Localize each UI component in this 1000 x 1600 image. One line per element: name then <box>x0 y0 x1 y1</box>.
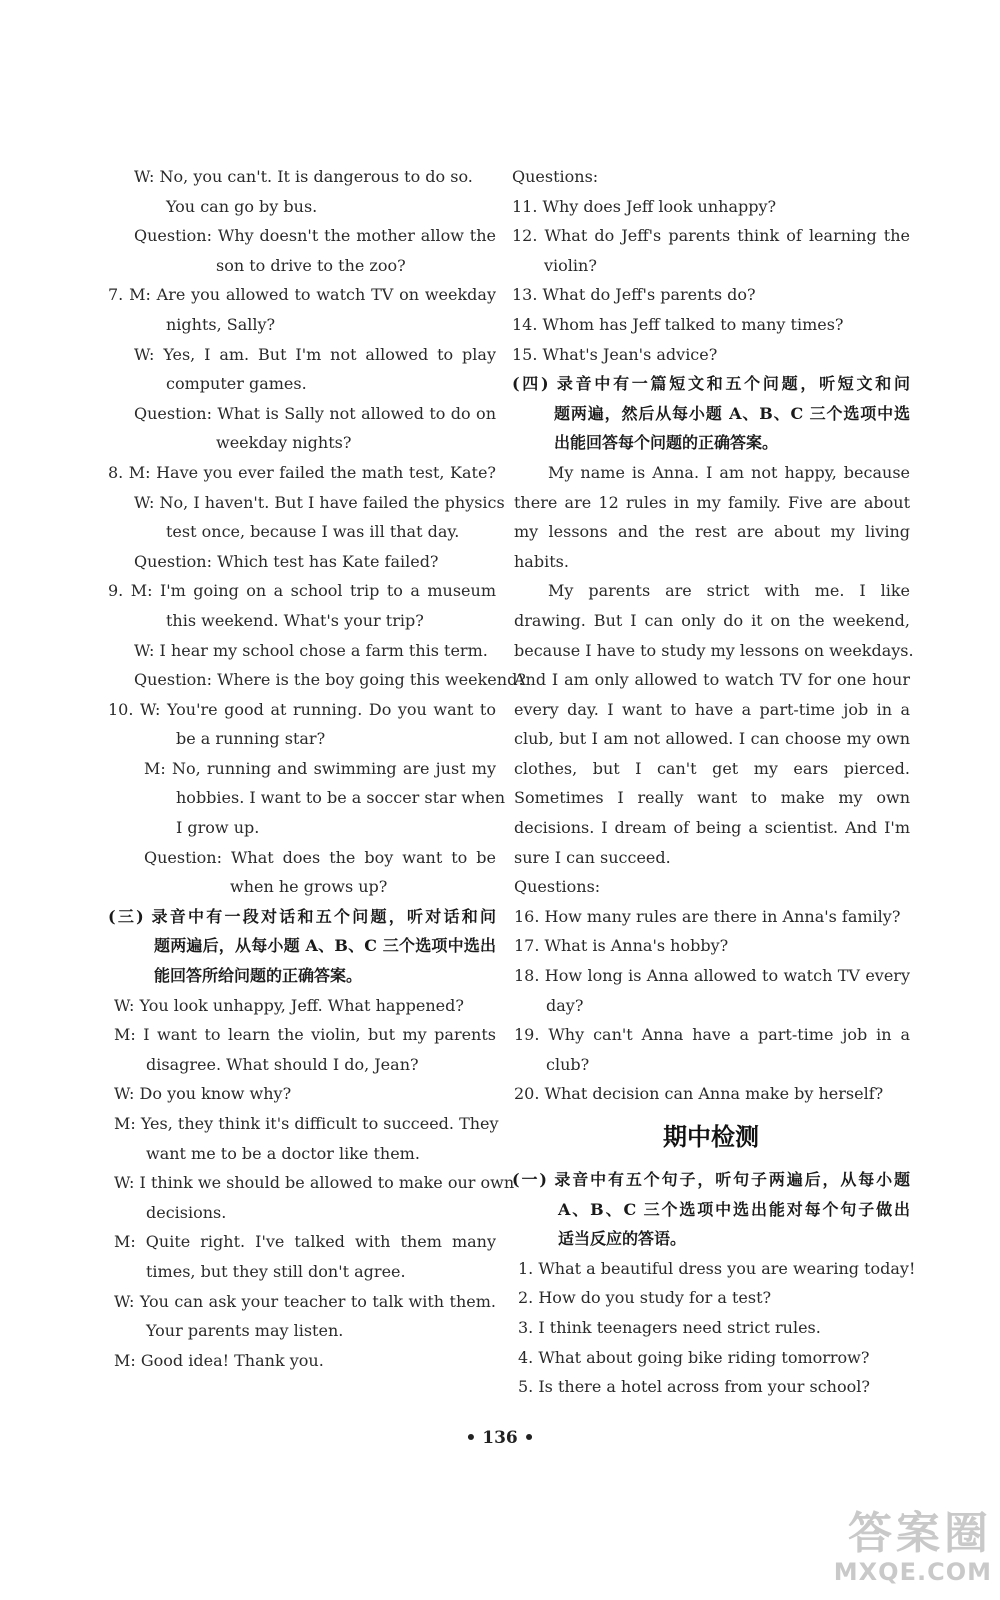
text-line: W: You can ask your teacher to talk with them. <box>114 1291 496 1311</box>
text-line: times, but they still don't agree. <box>146 1261 406 1281</box>
text-line: day? <box>546 995 584 1015</box>
text-line: nights, Sally? <box>166 314 276 334</box>
text-line: 12. What do Jeff's parents think of learning the <box>512 226 910 246</box>
text-line: sure I can succeed. <box>514 847 671 867</box>
text-line: M: Good idea! Thank you. <box>114 1350 324 1370</box>
text-line: Question: What does the boy want to be <box>144 847 496 867</box>
text-line: And I am only allowed to watch TV for one hour <box>514 670 910 690</box>
text-line: every day. I want to have a part-time job in a <box>514 699 910 719</box>
text-line: M: Yes, they think it's difficult to succeed. They <box>114 1114 499 1133</box>
text-line: 出能回答每个问题的正确答案。 <box>554 433 779 453</box>
text-line: decisions. I dream of being a scientist. And I'm <box>514 818 910 838</box>
text-line: Sometimes I really want to make my own <box>514 788 910 808</box>
text-line: 适当反应的答语。 <box>558 1229 687 1249</box>
text-line: Your parents may listen. <box>146 1321 344 1341</box>
text-line: 3. I think teenagers need strict rules. <box>518 1317 821 1337</box>
text-line: 20. What decision can Anna make by herself? <box>514 1084 884 1104</box>
page-number: • 136 • <box>465 1428 535 1448</box>
text-line: W: I think we should be allowed to make our own <box>114 1173 515 1193</box>
text-line: 4. What about going bike riding tomorrow? <box>518 1347 870 1367</box>
text-line: 题两遍，然后从每小题 A、B、C 三个选项中选 <box>554 403 910 423</box>
text-line: 17. What is Anna's hobby? <box>514 936 729 956</box>
text-line: (四) 录音中有一篇短文和五个问题，听短文和问 <box>512 374 910 394</box>
text-line: You can go by bus. <box>166 196 318 216</box>
text-line: because I have to study my lessons on weekdays. <box>514 640 914 660</box>
text-line: W: No, you can't. It is dangerous to do so. <box>134 167 473 186</box>
text-line: computer games. <box>166 374 307 394</box>
text-line: club, but I am not allowed. I can choose my own <box>514 729 910 749</box>
text-line: habits. <box>514 551 569 571</box>
text-line: 15. What's Jean's advice? <box>512 344 718 364</box>
text-line: 13. What do Jeff's parents do? <box>512 285 756 305</box>
text-line: 14. Whom has Jeff talked to many times? <box>512 314 844 334</box>
text-line: M: Quite right. I've talked with them many <box>114 1232 496 1252</box>
text-line: son to drive to the zoo? <box>216 255 406 275</box>
text-line: clothes, but I can't get my ears pierced. <box>514 758 910 778</box>
text-line: M: No, running and swimming are just my <box>144 758 496 778</box>
watermark-logo <box>802 1510 992 1590</box>
text-line: there are 12 rules in my family. Five are about <box>514 492 910 512</box>
text-line: be a running star? <box>176 729 326 749</box>
text-line: my lessons and the rest are about my living <box>514 522 910 542</box>
text-line: decisions. <box>146 1202 227 1222</box>
text-line: Questions: <box>514 877 601 897</box>
text-line: 题两遍后，从每小题 A、B、C 三个选项中选出 <box>154 936 496 956</box>
text-line: My parents are strict with me. I like <box>548 581 910 601</box>
text-line: Question: What is Sally not allowed to do on <box>134 403 496 423</box>
text-line: 2. How do you study for a test? <box>518 1288 772 1308</box>
text-line: club? <box>546 1054 590 1074</box>
text-line: W: Yes, I am. But I'm not allowed to play <box>134 344 496 364</box>
text-line: 18. How long is Anna allowed to watch TV every <box>514 966 910 986</box>
text-line: I grow up. <box>176 818 260 838</box>
text-line: Questions: <box>512 167 599 186</box>
text-line: 10. W: You're good at running. Do you want to <box>108 699 496 719</box>
left-column <box>108 162 526 1375</box>
text-line: when he grows up? <box>230 877 388 897</box>
text-line: want me to be a doctor like them. <box>146 1143 420 1163</box>
text-line: 5. Is there a hotel across from your school? <box>518 1377 870 1397</box>
text-line: hobbies. I want to be a soccer star when <box>176 788 506 808</box>
text-line: 9. M: I'm going on a school trip to a museum <box>108 581 496 601</box>
text-line: M: I want to learn the violin, but my parents <box>114 1025 496 1045</box>
text-line: disagree. What should I do, Jean? <box>146 1054 419 1074</box>
text-line: 8. M: Have you ever failed the math test, Kate? <box>108 462 496 482</box>
text-line: W: No, I haven't. But I have failed the physics <box>134 492 505 512</box>
text-line: 16. How many rules are there in Anna's family? <box>514 906 901 926</box>
text-line: this weekend. What's your trip? <box>166 610 424 630</box>
text-line: drawing. But I can only do it on the weekend, <box>514 610 910 630</box>
text-line: W: I hear my school chose a farm this term. <box>134 640 488 660</box>
text-line: (一) 录音中有五个句子，听句子两遍后，从每小题 <box>512 1170 910 1189</box>
text-line: W: Do you know why? <box>114 1084 292 1104</box>
text-line: test once, because I was ill that day. <box>166 522 460 542</box>
text-line: W: You look unhappy, Jeff. What happened? <box>114 995 464 1015</box>
text-line: Question: Where is the boy going this weekend? <box>134 670 526 690</box>
text-line: violin? <box>544 255 597 275</box>
text-line: Question: Which test has Kate failed? <box>134 551 439 571</box>
watermark-en: MXQE.COM <box>833 1558 992 1586</box>
text-line: weekday nights? <box>216 433 352 453</box>
text-line: 7. M: Are you allowed to watch TV on weekday <box>108 285 496 305</box>
watermark-cn: 答案圈 <box>848 1508 992 1559</box>
right-column <box>512 162 916 1402</box>
text-line: 11. Why does Jeff look unhappy? <box>512 196 777 216</box>
text-line: 1. What a beautiful dress you are wearing today! <box>518 1258 916 1278</box>
text-line: 能回答所给问题的正确答案。 <box>154 966 363 986</box>
text-line: A、B、C 三个选项中选出能对每个句子做出 <box>558 1199 910 1219</box>
text-line: My name is Anna. I am not happy, because <box>548 462 910 482</box>
text-line: Question: Why doesn't the mother allow the <box>134 226 496 246</box>
section-title: 期中检测 <box>663 1122 759 1151</box>
text-line: (三) 录音中有一段对话和五个问题，听对话和问 <box>108 906 496 926</box>
text-line: 19. Why can't Anna have a part-time job in a <box>514 1025 910 1045</box>
